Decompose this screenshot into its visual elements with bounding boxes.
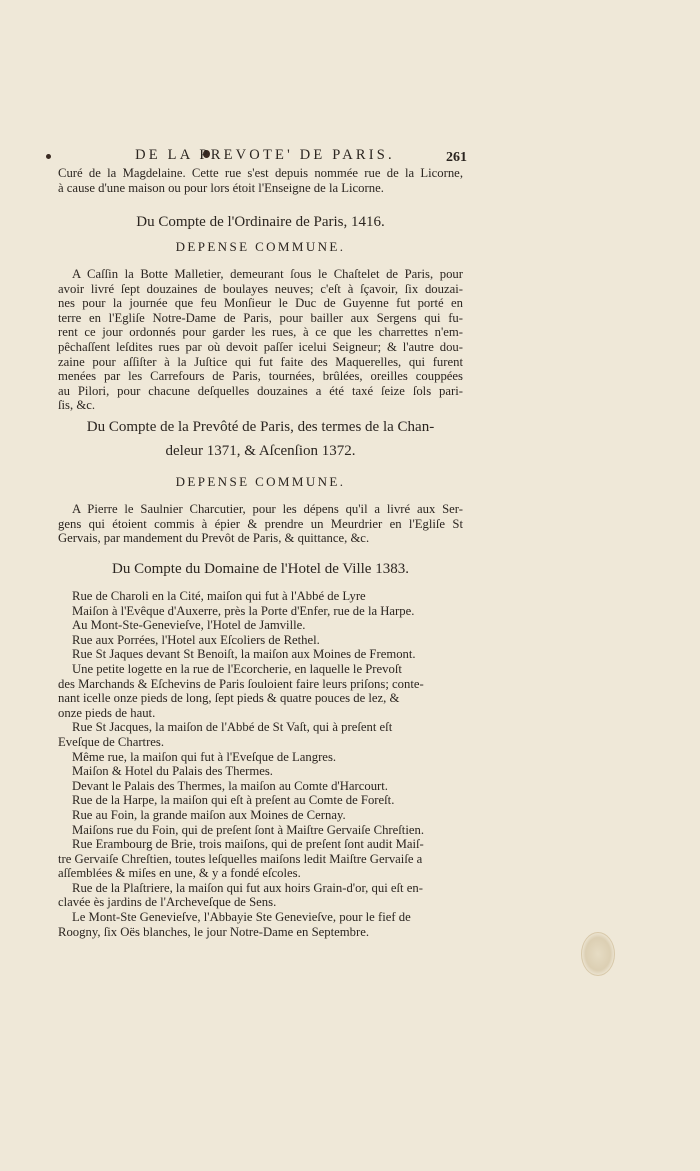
list-item: Maiſon à l'Evêque d'Auxerre, près la Porte d'Enfer, rue de la Harpe.: [72, 603, 415, 618]
list-item: tre Gervaiſe Chreſtien, toutes leſquelles maiſons ledit Maiſtre Gervaiſe a: [58, 851, 423, 866]
paragraph: [58, 267, 463, 413]
list-item: Devant le Palais des Thermes, la maiſon au Comte d'Harcourt.: [72, 778, 388, 793]
text-line: nes pour la journée que feu Monſieur le Duc de Guyenne fut porté en: [58, 296, 463, 311]
text-line: menées par les Carrefours de Paris, tournées, brûlées, oreilles couppées: [58, 369, 463, 384]
list-item: onze pieds de haut.: [58, 705, 156, 720]
text-line: A Pierre le Saulnier Charcutier, pour les dépens qu'il a livré aux Ser-: [72, 502, 463, 516]
list-item: Maiſon & Hotel du Palais des Thermes.: [72, 764, 273, 779]
list-item: Le Mont-Ste Genevieſve, l'Abbayie Ste Genevieſve, pour le fief de: [72, 910, 411, 925]
text-line: pêchaſſent leſdites rues par où devoit paſſer icelui Seigneur; & l'autre dou-: [58, 339, 463, 354]
intro-paragraph: [58, 166, 463, 195]
paragraph: [58, 502, 463, 546]
page-number: 261: [446, 150, 467, 165]
list-item: Rue de la Harpe, la maiſon qui eſt à preſent au Comte de Foreſt.: [72, 793, 395, 808]
section-title: Du Compte de la Prevôté de Paris, des termes de la Chan-: [86, 419, 435, 435]
list-item: Rue aux Porrées, l'Hotel aux Eſcoliers de Rethel.: [72, 632, 320, 647]
list-item: des Marchands & Eſchevins de Paris ſouloient faire leurs priſons; conte-: [58, 676, 424, 691]
list-item: aſſemblées & miſes en une, & y a fondé eſcoles.: [58, 866, 301, 881]
section-subtitle: DEPENSE COMMUNE.: [175, 474, 346, 489]
text-line: terre en l'Egliſe Notre-Dame de Paris, pour bailler aux Sergens qui fu-: [58, 310, 463, 325]
text-line: ſis, &c.: [58, 398, 96, 413]
list-item: Maiſons rue du Foin, qui de preſent ſont à Maiſtre Gervaiſe Chreſtien.: [72, 822, 424, 837]
text-line: Curé de la Magdelaine. Cette rue s'est depuis nommée rue de la Licorne,: [58, 166, 463, 180]
entry-list: [58, 589, 463, 939]
list-item: Rue St Jaques devant St Benoiſt, la maiſon aux Moines de Fremont.: [72, 647, 416, 662]
list-item: Roogny, ſix Oës blanches, le jour Notre-Dame en Septembre.: [58, 924, 369, 939]
text-line: rent ce jour ordonnés pour garder les rues, à ce que les charrettes n'em-: [58, 325, 463, 340]
list-item: nant icelle onze pieds de long, ſept pieds & quatre pouces de lez, &: [58, 691, 400, 706]
list-item: Au Mont-Ste-Genevieſve, l'Hotel de Jamville.: [72, 618, 306, 633]
list-item: clavée ès jardins de l'Archeveſque de Sens.: [58, 895, 277, 910]
section-title: Du Compte du Domaine de l'Hotel de Ville 1383.: [112, 561, 409, 577]
text-line: A Caſſin la Botte Malletier, demeurant ſous le Chaſtelet de Paris, pour: [72, 267, 463, 281]
list-item: Même rue, la maiſon qui fut à l'Eveſque de Langres.: [72, 749, 337, 764]
ink-blot: [46, 154, 51, 159]
paper-stain: [581, 932, 615, 976]
list-item: Rue St Jacques, la maiſon de l'Abbé de St Vaſt, qui à preſent eſt: [72, 720, 393, 735]
running-title: DE LA PREVOTE' DE PARIS.: [135, 147, 395, 163]
section-title: Du Compte de l'Ordinaire de Paris, 1416.: [136, 214, 385, 230]
list-item: Rue de la Plaſtriere, la maiſon qui fut aux hoirs Grain-d'or, qui eſt en-: [72, 880, 423, 895]
text-line: zaine pour aſſiſter à la Juſtice qui fut faite des Maquerelles, qui furent: [58, 354, 463, 369]
text-line: au Pilori, pour chacune deſquelles douzaines a été taxé ſeize ſols pari-: [58, 383, 463, 398]
section-subtitle: DEPENSE COMMUNE.: [175, 239, 346, 254]
text-line: gens qui étoient commis à épier & prendre un Meurdrier en l'Egliſe St: [58, 516, 463, 531]
text-line: avoir livré ſept douzaines de boulayes neuves; c'eſt à ſçavoir, ſix douzai-: [58, 281, 463, 296]
list-item: Rue au Foin, la grande maiſon aux Moines de Cernay.: [72, 807, 346, 822]
text-line: Gervais, par mandement du Prevôt de Paris, & quittance, &c.: [58, 531, 370, 546]
list-item: Rue de Charoli en la Cité, maiſon qui fut à l'Abbé de Lyre: [72, 589, 366, 603]
text-line: à cause d'une maison ou pour lors étoit l'Enseigne de la Licorne.: [58, 180, 384, 195]
list-item: Eveſque de Chartres.: [58, 734, 165, 749]
section-title: deleur 1371, & Aſcenſion 1372.: [165, 443, 356, 459]
list-item: Rue Erambourg de Brie, trois maiſons, qui de preſent ſont audit Maiſ-: [72, 837, 424, 852]
list-item: Une petite logette en la rue de l'Ecorcherie, en laquelle le Prevoſt: [72, 661, 402, 676]
